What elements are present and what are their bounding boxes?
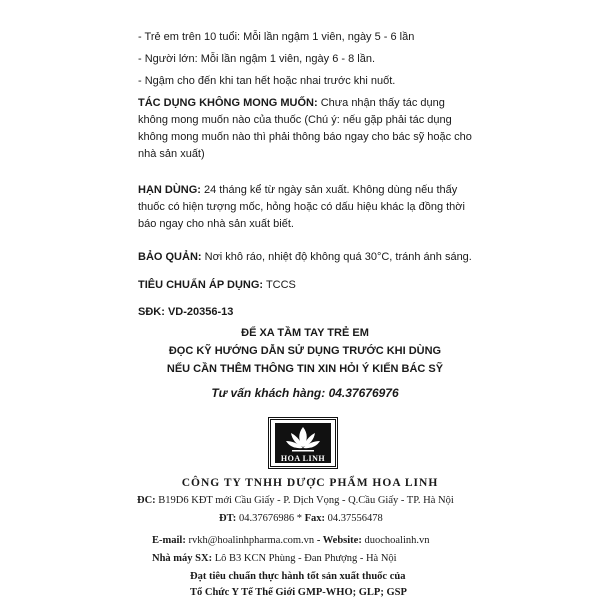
side-effects-text: Chưa nhận thấy tác dụng [320, 97, 445, 109]
fax-number: 04.37556478 [327, 513, 383, 524]
dosage-children-line: - Trẻ em trên 10 tuổi: Mỗi lần ngậm 1 viên, ngày 5 - 6 lần [138, 31, 415, 43]
company-address: ĐC: B19D6 KĐT mới Cầu Giấy - P. Dịch Vọng - Q.Cầu Giấy - TP. Hà Nội [137, 495, 454, 506]
expiry-section [138, 182, 478, 233]
email-address: rvkh@hoalinhpharma.com.vn [188, 535, 315, 546]
warning-consult-doctor: NẾU CẦN THÊM THÔNG TIN XIN HỎI Ý KIẾN BÁC SỸ [166, 363, 444, 375]
expiry-text: 24 tháng kể từ ngày sản xuất. Không dùng nếu thấy [204, 184, 458, 196]
expiry-heading: HẠN DÙNG: [138, 184, 201, 196]
website: duochoalinh.vn [364, 535, 430, 546]
standard-text: TCCS [265, 279, 296, 291]
side-effects-line2: không mong muốn nào của thuốc (Chú ý: nếu gặp phải tác dụng [138, 114, 452, 126]
storage-line [138, 251, 472, 263]
factory-address: Nhà máy SX: Lô B3 KCN Phùng - Đan Phượng - Hà Nội [152, 553, 397, 564]
side-effects-line4: nhà sản xuất) [138, 148, 205, 160]
storage-heading: BẢO QUẢN: [138, 251, 202, 263]
dosage-adult-line: - Người lớn: Mỗi lần ngậm 1 viên, ngày 6 - 8 lần. [138, 53, 376, 65]
company-name: CÔNG TY TNHH DƯỢC PHẨM HOA LINH [181, 477, 439, 489]
company-logo [268, 417, 338, 469]
side-effects-heading: TÁC DỤNG KHÔNG MONG MUỐN: [138, 97, 318, 109]
warning-children: ĐỂ XA TẦM TAY TRẺ EM [241, 327, 369, 339]
company-email-website: E-mail: rvkh@hoalinhpharma.com.vn - Website: duochoalinh.vn [152, 535, 430, 546]
standard-line [138, 279, 296, 291]
registration-number: SĐK: VD-20356-13 [138, 306, 234, 318]
expiry-line2: thuốc có hiện tượng mốc, hỏng hoặc có dấu hiệu khác lạ đồng thời [138, 201, 465, 213]
customer-hotline: Tư vấn khách hàng: 04.37676976 [211, 386, 399, 400]
company-phone-fax: ĐT: 04.37676986 * Fax: 04.37556478 [219, 513, 383, 524]
side-effects-line3: không mong muốn nào thì phải thông báo ngay cho bác sỹ hoặc cho [138, 131, 472, 143]
side-effects-section [138, 95, 478, 163]
warning-read-instructions: ĐỌC KỸ HƯỚNG DẪN SỬ DỤNG TRƯỚC KHI DÙNG [168, 345, 442, 357]
phone-number: 04.37676986 [238, 513, 295, 524]
storage-text: Nơi khô ráo, nhiệt độ không quá 30°C, tránh ánh sáng. [204, 251, 472, 263]
expiry-line3: báo ngay cho nhà sản xuất biết. [138, 218, 294, 230]
dosage-instruction-line: - Ngậm cho đến khi tan hết hoặc nhai trước khi nuốt. [138, 75, 396, 87]
certification-line1: Đạt tiêu chuẩn thực hành tốt sản xuất thuốc của [190, 571, 406, 582]
lotus-icon [284, 425, 322, 455]
logo-text: HOA LINH [280, 454, 326, 463]
standard-heading: TIÊU CHUẨN ÁP DỤNG: [138, 279, 264, 291]
certification-line2: Tổ Chức Y Tế Thế Giới GMP-WHO; GLP; GSP [190, 587, 407, 598]
